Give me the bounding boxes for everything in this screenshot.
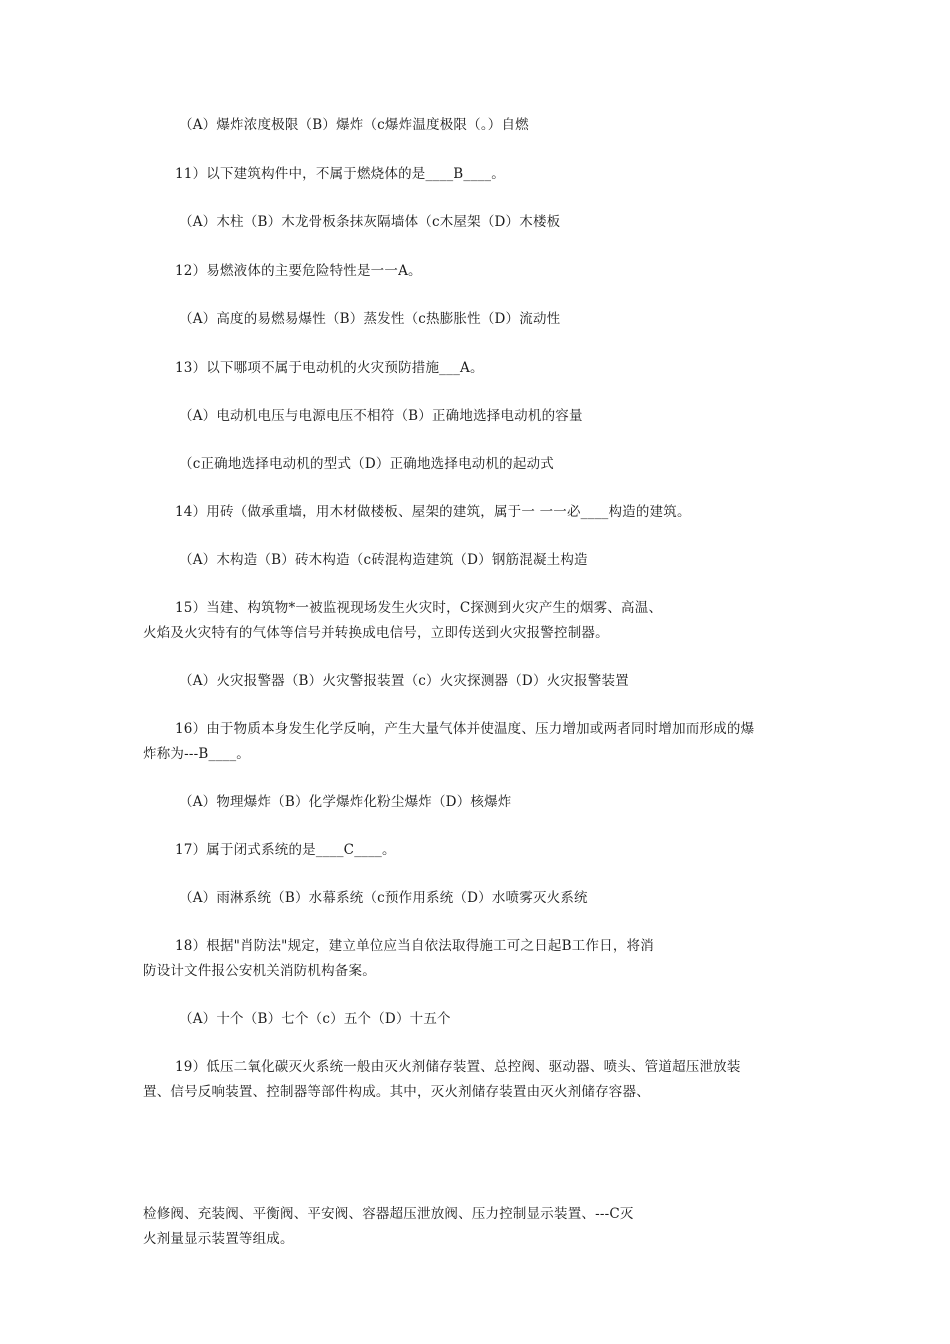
question-17: 17）属于闭式系统的是____C____。 <box>175 842 396 858</box>
options-q14: （A）木构造（B）砖木构造（c砖混构造建筑（D）钢筋混凝土构造 <box>179 552 588 568</box>
options-q11: （A）木柱（B）木龙骨板条抹灰隔墙体（c木屋架（D）木楼板 <box>179 214 561 230</box>
options-q16: （A）物理爆炸（B）化学爆炸化粉尘爆炸（D）核爆炸 <box>179 794 512 810</box>
question-19-line-1: 19）低压二氧化碳灭火系统一般由灭火剂储存装置、总控阀、驱动器、喷头、管道超压泄放装 <box>175 1059 741 1075</box>
options-q12: （A）高度的易燃易爆性（B）蒸发性（c热膨胀性（D）流动性 <box>179 311 561 327</box>
question-12: 12）易燃液体的主要危险特性是一一A。 <box>175 263 422 279</box>
options-q18: （A）十个（B）七个（c）五个（D）十五个 <box>179 1011 451 1027</box>
options-q17: （A）雨淋系统（B）水幕系统（c预作用系统（D）水喷雾灭火系统 <box>179 890 588 906</box>
options-q10: （A）爆炸浓度极限（B）爆炸（c爆炸温度极限（。）自燃 <box>179 117 529 133</box>
question-15-line-1: 15）当建、构筑物*一被监视现场发生火灾时，C探测到火灾产生的烟雾、高温、 <box>175 600 663 616</box>
options-q13-line-2: （c正确地选择电动机的型式（D）正确地选择电动机的起动式 <box>179 456 554 472</box>
question-19-line-2: 置、信号反响装置、控制器等部件构成。其中，灭火剂储存装置由灭火剂储存容器、 <box>143 1084 650 1100</box>
question-14: 14）用砖（做承重墙，用木材做楼板、屋架的建筑，属于一 一一必____构造的建筑。 <box>175 504 691 520</box>
options-q15: （A）火灾报警器（B）火灾警报装置（c）火灾探测器（D）火灾报警装置 <box>179 673 629 689</box>
question-15-line-2: 火焰及火灾特有的气体等信号并转换成电信号，立即传送到火灾报警控制器。 <box>143 625 609 641</box>
options-q13-line-1: （A）电动机电压与电源电压不相符（B）正确地选择电动机的容量 <box>179 408 583 424</box>
question-13: 13）以下哪项不属于电动机的火灾预防措施___A。 <box>175 360 484 376</box>
question-18-line-1: 18）根据"肖防法"规定，建立单位应当自依法取得施工可之日起B工作日，将消 <box>175 938 654 954</box>
question-19-line-4: 火剂量显示装置等组成。 <box>143 1231 294 1247</box>
question-11: 11）以下建筑构件中，不属于燃烧体的是____B____。 <box>175 166 505 182</box>
question-16-line-1: 16）由于物质本身发生化学反响，产生大量气体并使温度、压力增加或两者同时增加而形成的爆 <box>175 721 755 737</box>
question-16-line-2: 炸称为---B____。 <box>143 746 251 762</box>
question-19-line-3: 检修阀、充装阀、平衡阀、平安阀、容器超压泄放阀、压力控制显示装置、---C灭 <box>143 1206 634 1222</box>
question-18-line-2: 防设计文件报公安机关消防机构备案。 <box>143 963 376 979</box>
